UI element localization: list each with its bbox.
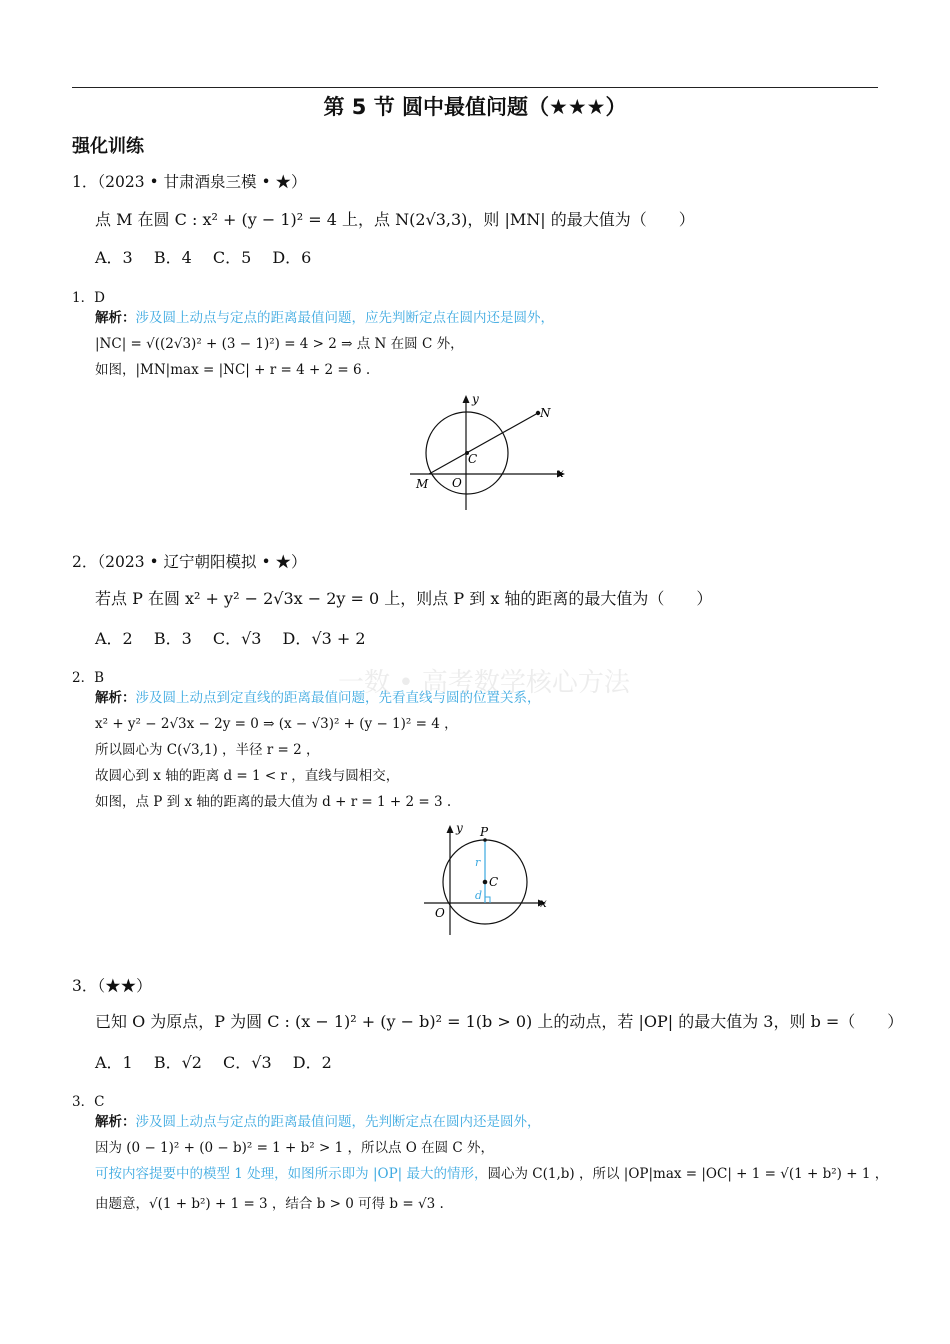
- o-label: O: [435, 906, 445, 920]
- q1-options: A．3 B．4 C．5 D．6: [95, 248, 312, 267]
- p-label: P: [480, 825, 489, 839]
- q1-solution-line3: 如图，|MN|max = |NC| + r = 4 + 2 = 6 .: [95, 362, 371, 378]
- solution-label: 解析：: [95, 310, 136, 326]
- right-angle-mark: [485, 897, 490, 903]
- solution-hint: 涉及圆上动点到定直线的距离最值问题，先看直线与圆的位置关系，: [135, 690, 541, 706]
- q2-solution-line2: x² + y² − 2√3x − 2y = 0 ⇒ (x − √3)² + (y − 1)² = 4 ，: [95, 716, 458, 732]
- section-heading: 强化训练: [72, 136, 144, 157]
- n-label: N: [540, 406, 551, 420]
- q3-answer: 3．C: [72, 1094, 105, 1110]
- watermark: 一数 • 高考数学核心方法: [338, 668, 630, 698]
- q2-solution-line4: 故圆心到 x 轴的距离 d = 1 < r ，直线与圆相交，: [95, 768, 400, 784]
- q3-text: 已知 O 为原点，P 为圆 C : (x − 1)² + (y − b)² = 1(b > 0) 上的动点，若 |OP| 的最大值为 3，则 b =（ ）: [95, 1012, 904, 1031]
- q2-figure: [420, 820, 555, 938]
- solution-hint: 涉及圆上动点与定点的距离最值问题，应先判断定点在圆内还是圆外，: [135, 310, 554, 326]
- q1-text: 点 M 在圆 C : x² + (y − 1)² = 4 上，点 N(2√3,3)，则 |MN| 的最大值为（ ）: [95, 210, 695, 229]
- y-axis-label: y: [472, 392, 479, 406]
- q1-answer: 1．D: [72, 290, 105, 306]
- q2-solution-line1: [95, 692, 541, 706]
- header-rule: [72, 87, 878, 88]
- q3-solution-line3: [95, 1168, 888, 1182]
- q1-solution-line1: [95, 312, 554, 326]
- q3-heading: 3．（★★）: [72, 977, 152, 995]
- line-mn: [429, 413, 538, 474]
- q3-options: A．1 B．√2 C．√3 D．2: [95, 1053, 332, 1072]
- c-label: C: [468, 452, 478, 466]
- o-label: O: [452, 476, 462, 490]
- solution-hint: 涉及圆上动点与定点的距离最值问题，先判断定点在圆内还是圆外，: [135, 1114, 541, 1130]
- q1-solution-line2: |NC| = √((2√3)² + (3 − 1)²) = 4 > 2 ⇒ 点 N 在圆 C 外，: [95, 336, 464, 352]
- q2-heading: 2．（2023 • 辽宁朝阳模拟 • ★）: [72, 553, 307, 571]
- solution-text: 圆心为 C(1,b) ，所以 |OP|max = |OC| + 1 = √(1 + b²) + 1 ，: [487, 1166, 889, 1182]
- c-label: C: [489, 875, 499, 889]
- point-c: [483, 880, 488, 885]
- x-axis-label: x: [540, 896, 547, 910]
- q1-heading: 1．（2023 • 甘肃酒泉三模 • ★）: [72, 173, 307, 191]
- q3-solution-line4: 由题意，√(1 + b²) + 1 = 3 ，结合 b > 0 可得 b = √3 .: [95, 1196, 444, 1212]
- m-label: M: [416, 477, 429, 491]
- x-axis-label: x: [557, 466, 564, 480]
- q2-answer: 2．B: [72, 670, 105, 686]
- solution-hint: 可按内容提要中的模型 1 处理，如图所示即为 |OP| 最大的情形，: [95, 1166, 488, 1182]
- r-label: r: [475, 856, 481, 869]
- solution-label: 解析：: [95, 1114, 136, 1130]
- q1-figure: [405, 390, 575, 514]
- page-title: 第 5 节 圆中最值问题（★★★）: [323, 95, 627, 119]
- q2-text: 若点 P 在圆 x² + y² − 2√3x − 2y = 0 上，则点 P 到 x 轴的距离的最大值为（ ）: [95, 589, 713, 608]
- q3-solution-line2: 因为 (0 − 1)² + (0 − b)² = 1 + b² > 1 ，所以点 O 在圆 C 外，: [95, 1140, 495, 1156]
- q3-solution-line1: [95, 1116, 541, 1130]
- q2-options: A．2 B．3 C．√3 D．√3 + 2: [95, 629, 366, 648]
- q2-solution-line3: 所以圆心为 C(√3,1) ，半径 r = 2 ，: [95, 742, 320, 758]
- y-axis-label: y: [456, 821, 463, 835]
- q2-solution-line5: 如图，点 P 到 x 轴的距离的最大值为 d + r = 1 + 2 = 3 .: [95, 794, 452, 810]
- d-label: d: [475, 889, 483, 902]
- y-axis-arrow: [463, 395, 470, 403]
- solution-label: 解析：: [95, 690, 136, 706]
- y-axis-arrow: [447, 825, 454, 833]
